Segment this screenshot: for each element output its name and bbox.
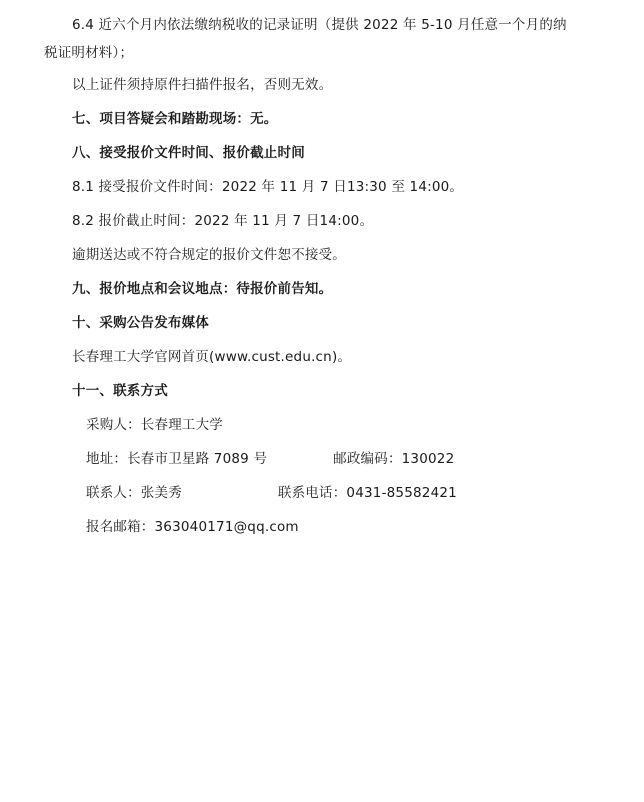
contact-email: 报名邮箱：363040171@qq.com (86, 519, 299, 535)
clause-8-1: 8.1 接受报价文件时间：2022 年 11 月 7 日13:30 至 14:00。 (72, 179, 464, 195)
contact-postcode: 邮政编码：130022 (333, 451, 455, 467)
contact-address-row (44, 442, 600, 476)
document-body (44, 10, 600, 544)
contact-phone: 联系电话：0431-85582421 (277, 485, 457, 501)
section-7-heading: 七、项目答疑会和踏勘现场：无。 (72, 111, 278, 127)
clause-6-4-line1: 6.4 近六个月内依法缴纳税收的记录证明（提供 2022 年 5-10 月任意一个月的纳 (72, 17, 567, 33)
contact-person: 联系人：张美秀 (86, 485, 182, 501)
section-11-heading: 十一、联系方式 (72, 383, 168, 399)
contact-person-row (44, 476, 600, 510)
section-8-heading: 八、接受报价文件时间、报价截止时间 (72, 145, 305, 161)
section-9-heading: 九、报价地点和会议地点：待报价前告知。 (72, 281, 333, 297)
clause-6-4-line2: 税证明材料）； (44, 45, 134, 61)
clause-8-2: 8.2 报价截止时间：2022 年 11 月 7 日14:00。 (72, 213, 374, 229)
contact-address: 地址：长春市卫星路 7089 号 (86, 451, 268, 467)
clause-scan-note: 以上证件须持原件扫描件报名，否则无效。 (72, 77, 333, 93)
clause-late-note: 逾期送达或不符合规定的报价文件恕不接受。 (72, 247, 346, 263)
clause-10-media: 长春理工大学官网首页(www.cust.edu.cn)。 (72, 349, 352, 365)
contact-purchaser: 采购人：长春理工大学 (86, 417, 223, 433)
section-10-heading: 十、采购公告发布媒体 (72, 315, 209, 331)
